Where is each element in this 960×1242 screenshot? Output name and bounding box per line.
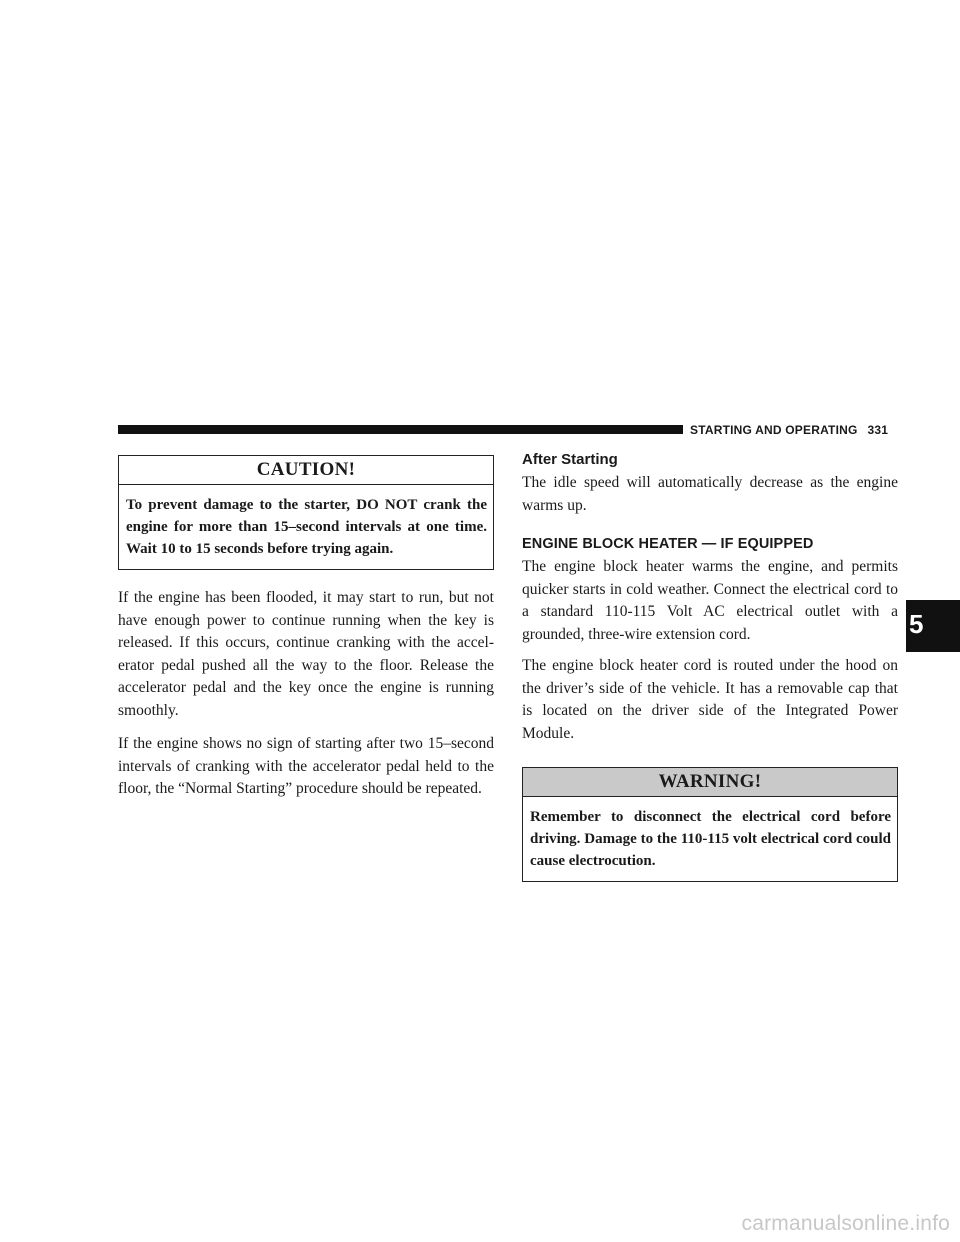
section-title: STARTING AND OPERATING (690, 423, 858, 437)
block-heater-paragraph-2: The engine block heater cord is routed under the hood on the driver’s side of the vehicle. It has a removable cap that is located on the driver side of the Integrated Power Module. (522, 657, 898, 742)
after-starting-heading: After Starting (522, 451, 618, 468)
block-heater-heading: ENGINE BLOCK HEATER — IF EQUIPPED (522, 536, 814, 552)
chapter-number: 5 (909, 609, 924, 639)
warning-body: Remember to disconnect the electrical cord before driving. Damage to the 110-115 volt electrical cord could cause electrocution. (530, 809, 891, 869)
watermark-text: carmanualsonline.info (741, 1212, 950, 1235)
warning-box (522, 767, 898, 882)
block-heater-paragraph-1: The engine block heater warms the engine, and permits quicker starts in cold weather. Connect the electrical cord to a standard 110-115 Volt AC electrical outlet with a grounded, three-wire extension cord. (522, 558, 898, 643)
no-start-paragraph: If the engine shows no sign of starting after two 15–second intervals of cranking with the accelerator pedal held to the floor, the “Normal Starting” procedure should be repeated. (118, 735, 494, 797)
caution-body: To prevent damage to the starter, DO NOT crank the engine for more than 15–second intervals at one time. Wait 10 to 15 seconds before trying again. (126, 497, 487, 557)
after-starting-text: The idle speed will automatically decrease as the engine warms up. (522, 474, 898, 514)
flooded-engine-paragraph: If the engine has been flooded, it may start to run, but not have enough power to continue running when the key is released. If this occurs, continue cranking with the accel-erator pedal pushed all the way to the floor. Release the accelerator pedal and the key once the engine is running smoothly. (118, 589, 494, 719)
header-rule (118, 425, 683, 434)
warning-title: WARNING! (523, 768, 897, 797)
left-column (118, 455, 494, 801)
page-number: 331 (867, 423, 889, 437)
caution-box (118, 455, 494, 570)
chapter-tab (906, 600, 960, 652)
running-header (690, 423, 888, 437)
caution-title: CAUTION! (119, 456, 493, 485)
right-column (522, 450, 898, 882)
